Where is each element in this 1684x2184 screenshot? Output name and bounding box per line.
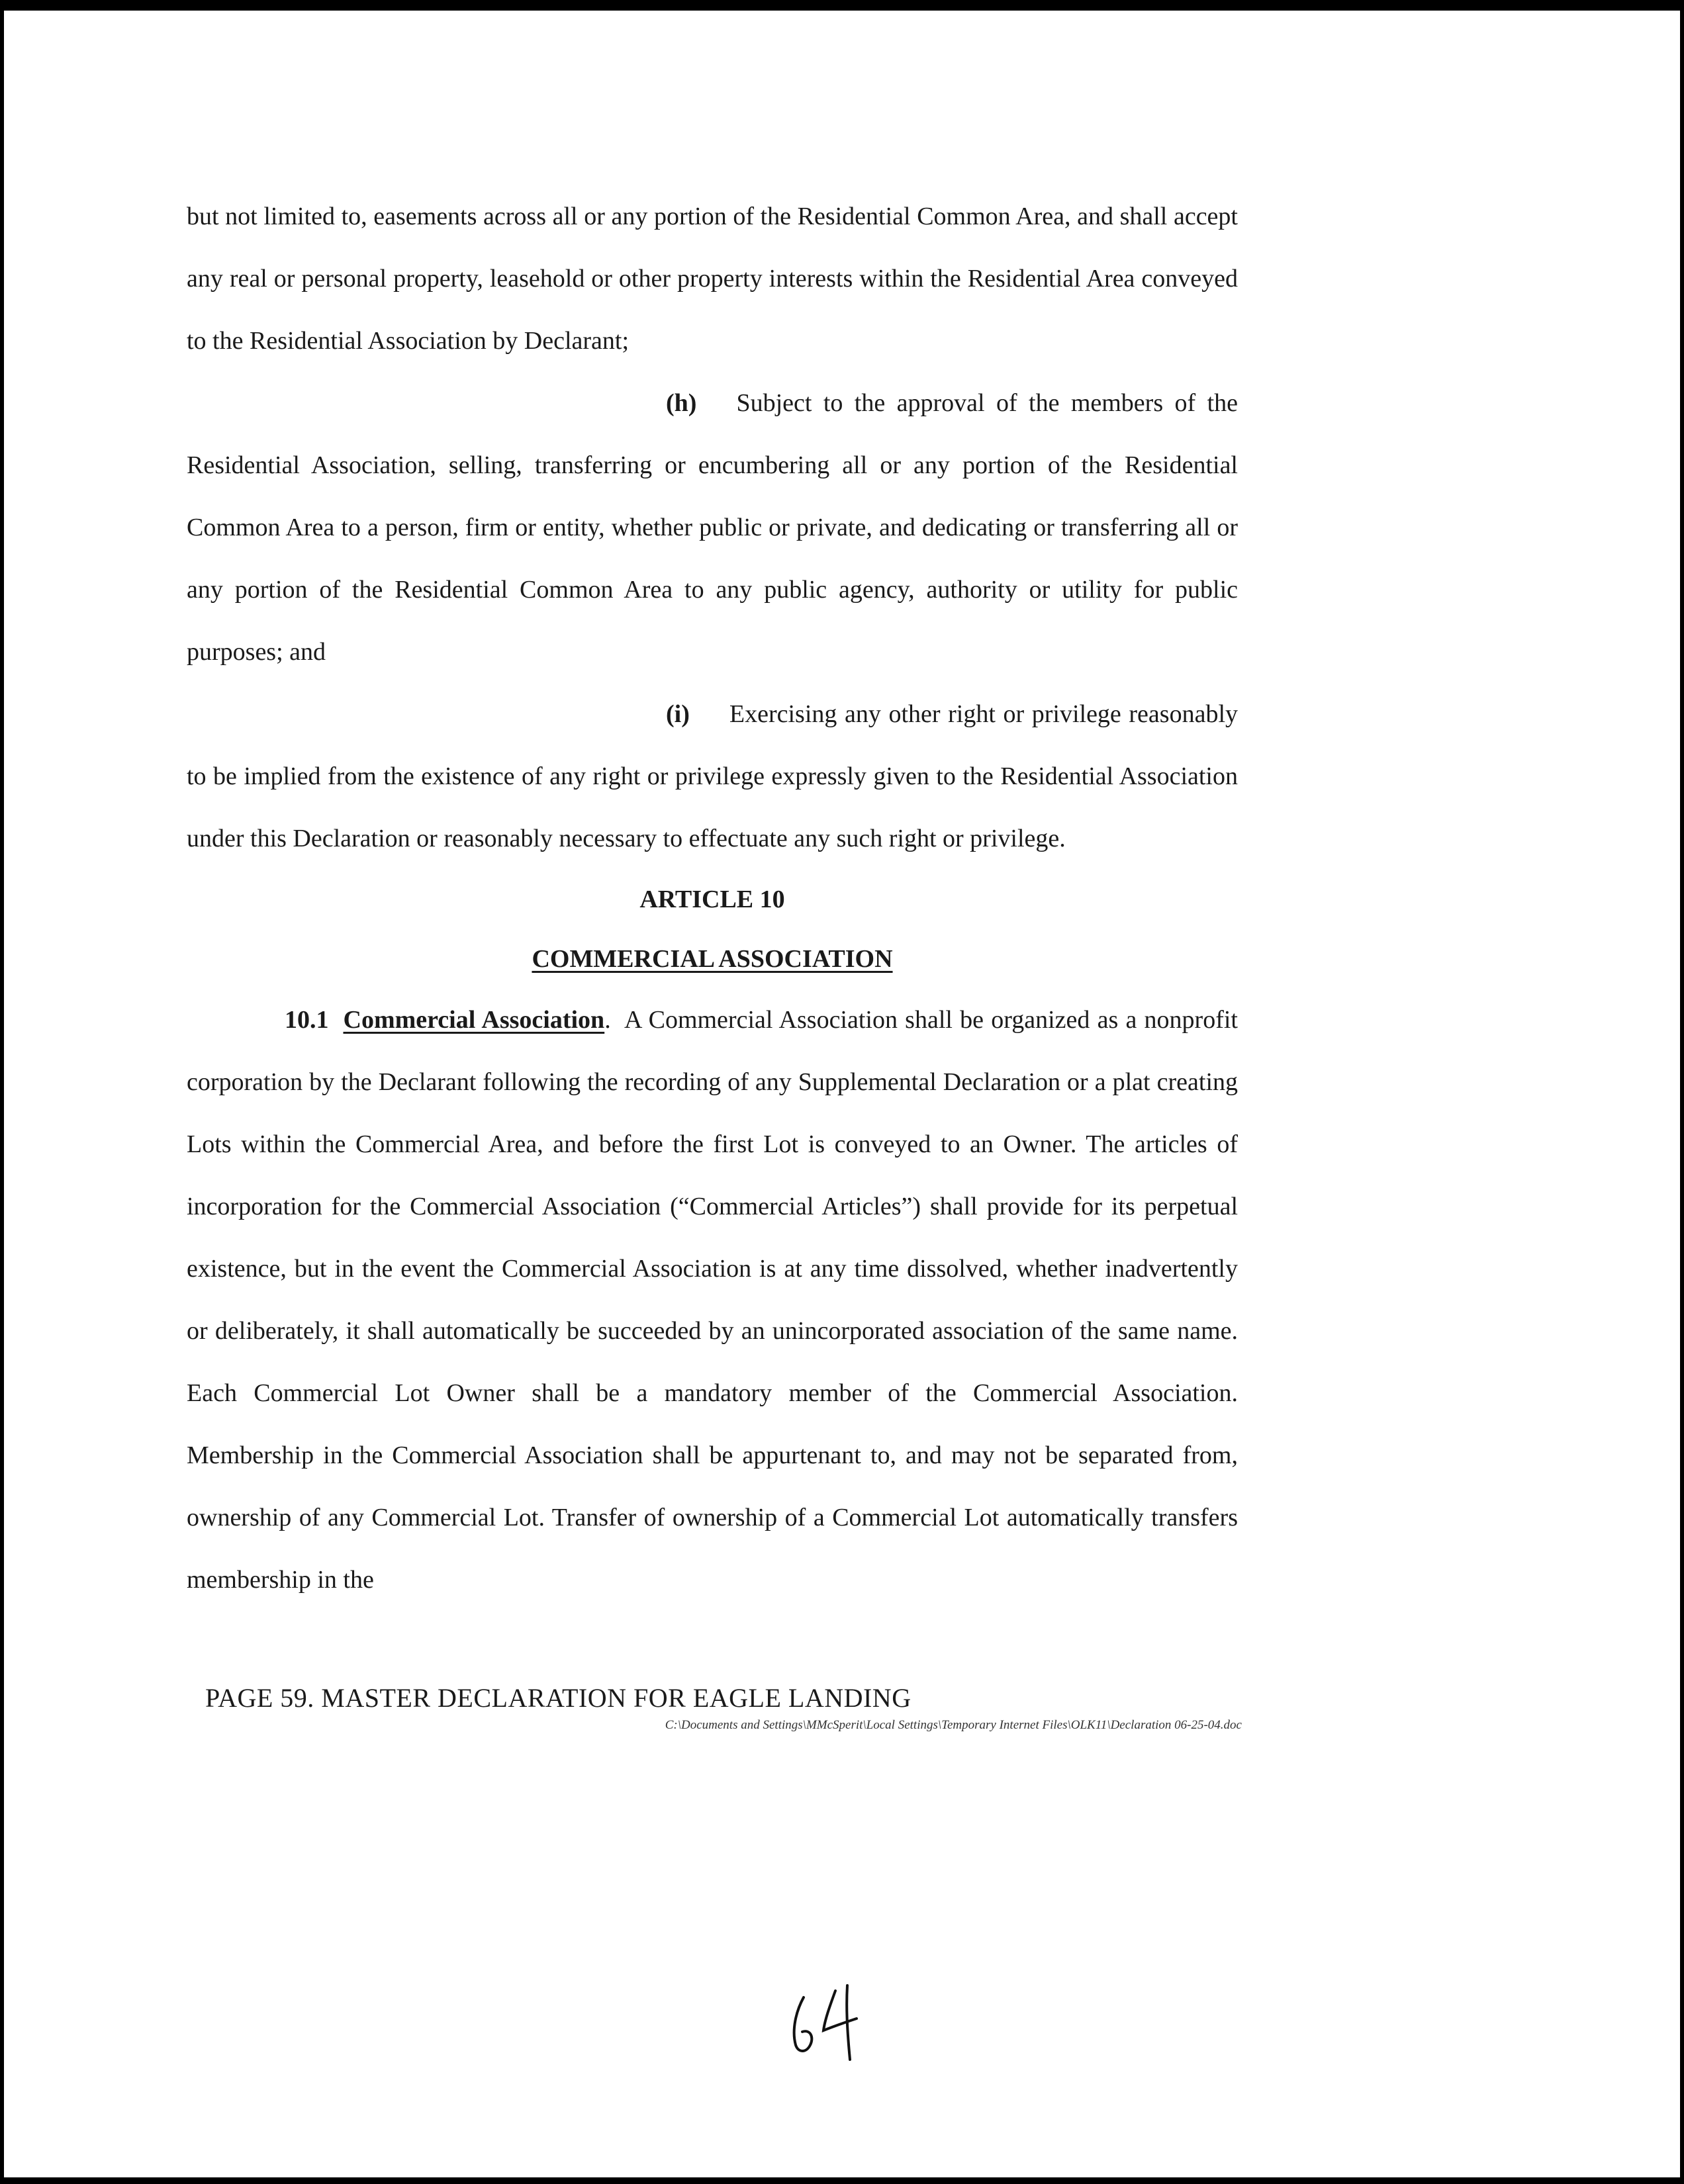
subparagraph-h-text: Subject to the approval of the members of the Residential Association, selling, transferring or encumbering all or any portion of the Residential Common Area to a person, firm or entity, whether public or private, and dedicating or transferring all or any portion of the Residential Common Area to any public agency, authority or utility for public purposes; and bbox=[187, 389, 1238, 666]
section-10-1 bbox=[187, 989, 1238, 1611]
scan-border-top bbox=[0, 0, 1684, 11]
paragraph-continuation: but not limited to, easements across all or any portion of the Residential Common Area, and shall accept any real or personal property, leasehold or other property interests within the Residential Area conveyed to the Residential Association by Declarant; bbox=[187, 203, 1238, 355]
section-text: A Commercial Association shall be organized as a nonprofit corporation by the Declarant following the recording of any Supplemental Declaration or a plat creating Lots within the Commercial Area, and before the first Lot is conveyed to an Owner. The articles of incorporation for the Commercial Association (“Commercial Articles”) shall provide for its perpetual existence, but in the event the Commercial Association is at any time dissolved, whether inadvertently or deliberately, it shall automatically be succeeded by an unincorporated association of the same name. Each Commercial Lot Owner shall be a mandatory member of the Commercial Association. Membership in the Commercial Association shall be appurtenant to, and may not be separated from, ownership of any Commercial Lot. Transfer of ownership of a Commercial Lot automatically transfers membership in the bbox=[187, 1006, 1238, 1594]
scan-border-right bbox=[1680, 0, 1684, 2184]
document-page bbox=[187, 185, 1238, 1611]
subparagraph-i-text: Exercising any other right or privilege reasonably to be implied from the existence of any right or privilege expressly given to the Residential Association under this Declaration or reasonably necessary to effectuate any such right or privilege. bbox=[187, 700, 1238, 852]
footer-title: PAGE 59. MASTER DECLARATION FOR EAGLE LANDING bbox=[205, 1683, 912, 1713]
footer-file-path: C:\Documents and Settings\MMcSperit\Local Settings\Temporary Internet Files\OLK11\Declaration 06-25-04.doc bbox=[665, 1718, 1242, 1732]
scan-border-left bbox=[0, 0, 4, 2184]
subparagraph-h bbox=[187, 372, 1238, 683]
scan-border-bottom bbox=[0, 2177, 1684, 2184]
subparagraph-i-label: (i) bbox=[666, 700, 690, 728]
article-number: ARTICLE 10 bbox=[639, 886, 785, 913]
section-title-punct: . bbox=[604, 1006, 611, 1034]
subparagraph-i bbox=[187, 683, 1238, 870]
article-title-line bbox=[187, 929, 1238, 989]
article-title: COMMERCIAL ASSOCIATION bbox=[532, 945, 893, 973]
section-number: 10.1 bbox=[285, 1006, 329, 1034]
section-title: Commercial Association bbox=[343, 1006, 605, 1034]
subparagraph-h-label: (h) bbox=[666, 389, 697, 417]
handwritten-page-number bbox=[784, 1979, 876, 2065]
